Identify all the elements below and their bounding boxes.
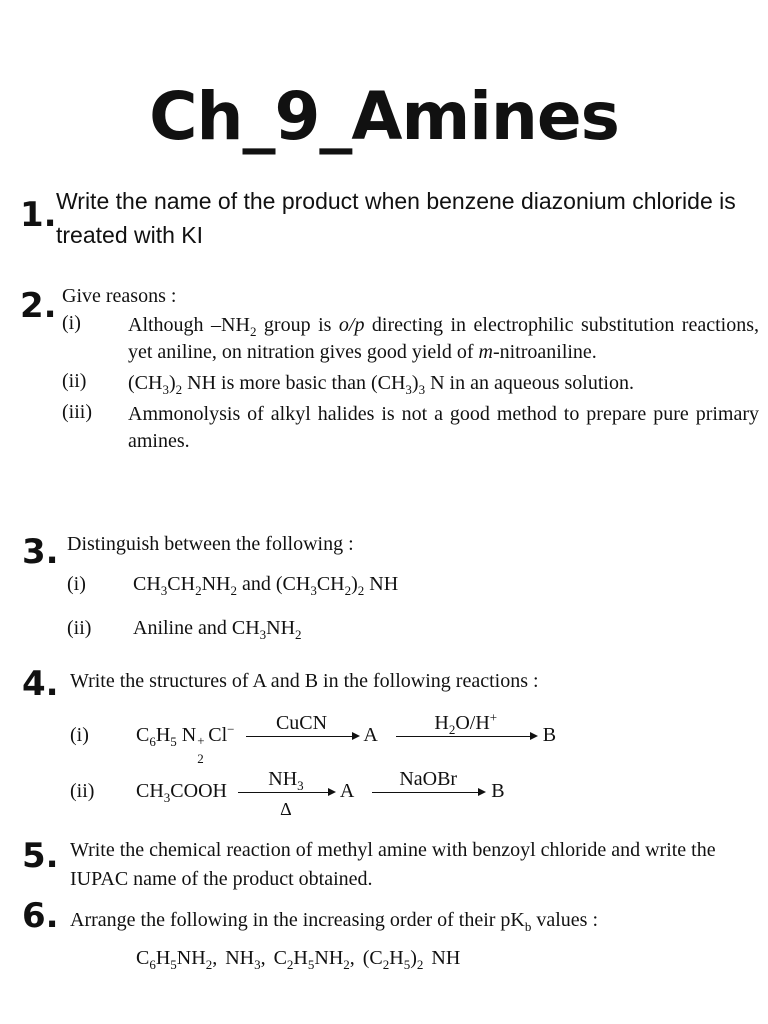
- q4-reaction-1-arrow-1: [246, 711, 358, 737]
- q3-item-1-number: (i): [67, 573, 86, 595]
- question-6-intro: Arrange the following in the increasing order of their $pK_b$ values :: [70, 909, 599, 934]
- q2-item-2-number: (ii): [62, 370, 87, 392]
- q2-item-3-number: (iii): [62, 401, 92, 423]
- question-number-5: 5.: [22, 836, 59, 876]
- q4-reaction-2-reactant: $CH_3COOH$: [136, 780, 227, 805]
- q2-item-3-text: Ammonolysis of alkyl halides is not a good method to prepare pure primary amines.: [128, 403, 759, 452]
- question-4-intro: Write the structures of A and B in the following reactions :: [70, 670, 539, 692]
- question-number-1: 1.: [20, 195, 57, 235]
- question-6-compounds: $C_6H_5NH_2$, $NH_3$, $C_2H_5NH_2$, $(C_2H_5)_2$ NH: [136, 947, 461, 972]
- q3-item-1: [67, 570, 757, 598]
- q2-item-3: [62, 401, 759, 455]
- q2-item-1-text: Although $-NH_2$ group is o/p directing in electrophilic substitution reactions, yet aniline, on nitration gives good yield of m-nitroaniline.: [128, 314, 759, 363]
- q2-item-1: [62, 312, 759, 366]
- q4-reaction-2-product-a: A: [339, 780, 354, 802]
- q4-reaction-2-arrow-2: [372, 767, 484, 793]
- q4-reaction-2-product-b: B: [491, 780, 505, 802]
- q4-reaction-2-arrow-1: [238, 767, 334, 819]
- q3-item-1-text: $CH_3CH_2NH_2$ and $(CH_3CH_2)_2$ NH: [133, 573, 399, 598]
- question-1-text: Write the name of the product when benzene diazonium chloride is treated with KI: [56, 188, 736, 248]
- q3-item-2-text: Aniline and $CH_3NH_2$: [133, 617, 302, 642]
- q4-reaction-2-reagent-1: $NH_3$: [268, 767, 304, 793]
- q4-reaction-1-arrow-2: [396, 709, 536, 737]
- question-3-intro: Distinguish between the following :: [67, 533, 354, 555]
- question-2-block: [62, 282, 759, 455]
- q4-reaction-2-reagent-2: NaOBr: [399, 767, 458, 790]
- q4-reaction-1-product-b: B: [542, 724, 557, 746]
- q4-reaction-1-reagent-2: $H_2O/H^+$: [434, 709, 498, 737]
- q4-reaction-1-reagent-1: CuCN: [275, 711, 328, 734]
- page-title: Ch_9_Amines: [149, 78, 619, 155]
- question-3-block: [67, 530, 757, 642]
- q4-reaction-2-heat-symbol: Δ: [280, 798, 292, 819]
- q4-reaction-1: [70, 709, 760, 766]
- q2-item-1-number: (i): [62, 312, 81, 334]
- question-2-intro: Give reasons :: [62, 285, 177, 307]
- question-number-4: 4.: [22, 664, 59, 704]
- question-number-6: 6.: [22, 896, 59, 936]
- q4-reaction-2: [70, 767, 760, 819]
- q4-reaction-1-product-a: A: [363, 724, 377, 746]
- q3-item-2: [67, 614, 757, 642]
- question-number-3: 3.: [22, 532, 59, 572]
- q4-reaction-2-number: (ii): [70, 780, 95, 802]
- q2-item-2: [62, 370, 759, 397]
- question-number-2: 2.: [20, 286, 57, 326]
- q2-item-2-text: $(CH_3)_2$ NH is more basic than $(CH_3)_3$ N in an aqueous solution.: [128, 372, 634, 397]
- q4-reaction-1-number: (i): [70, 724, 89, 746]
- q4-reaction-1-reactant: $C_6H_5$ N + 2 Cl−: [136, 721, 235, 766]
- q3-item-2-number: (ii): [67, 617, 92, 639]
- question-5-text: Write the chemical reaction of methyl amine with benzoyl chloride and write the IUPAC name of the product obtained.: [70, 839, 716, 890]
